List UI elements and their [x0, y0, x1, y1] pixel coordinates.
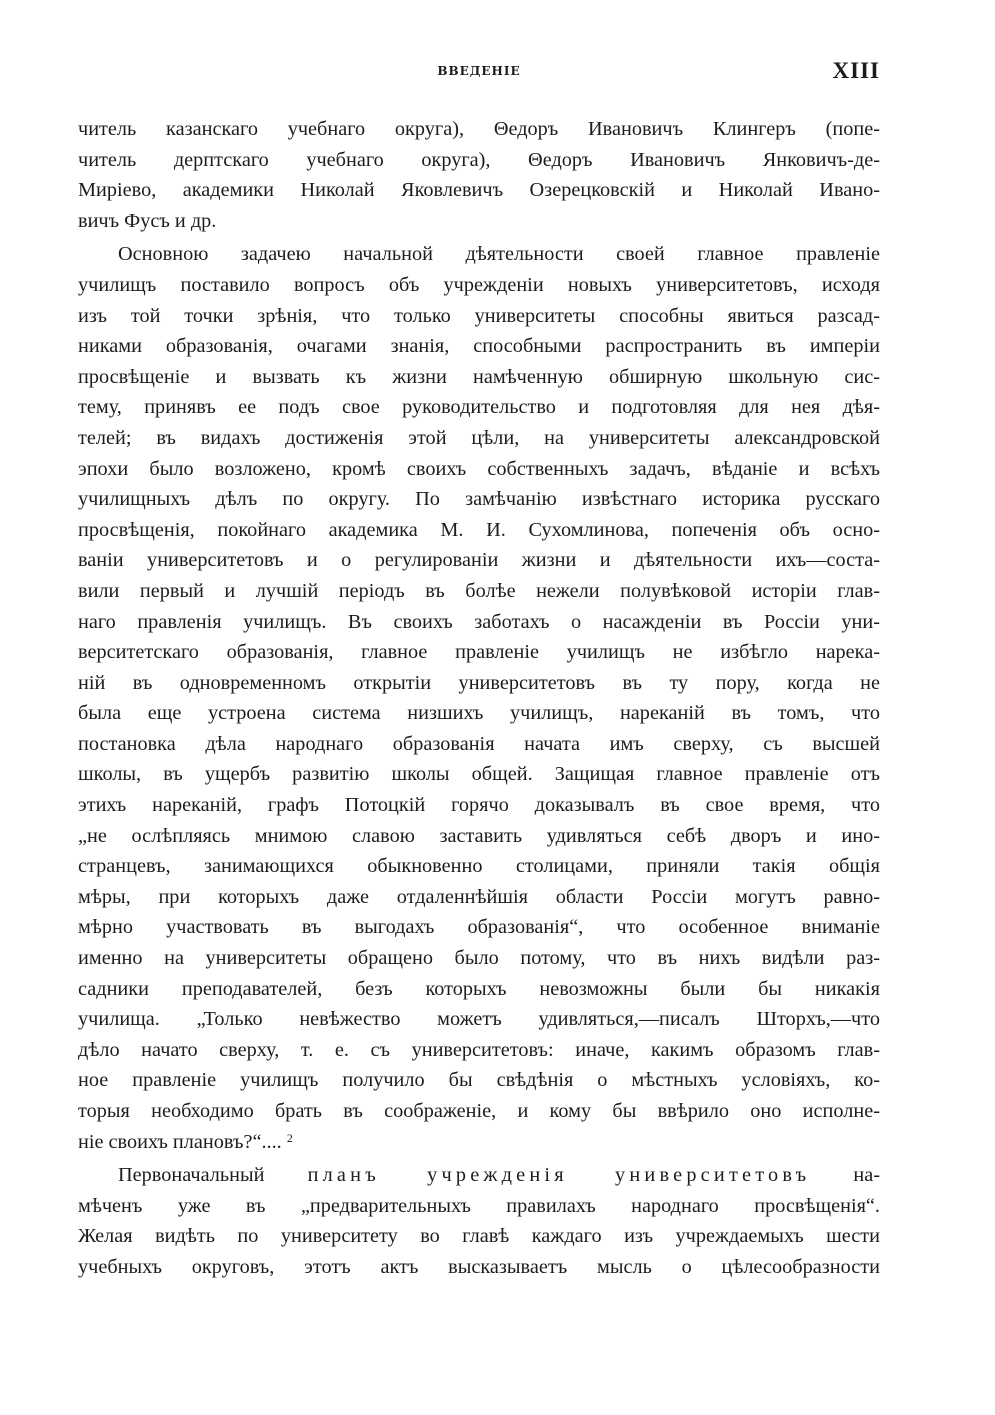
running-title: ВВЕДЕНІЕ — [437, 64, 521, 78]
text-line: эпохи было возложено, кромѣ своихъ собственныхъ задачъ, вѣданіе и всѣхъ — [78, 457, 880, 480]
text-line: мѣрно участвовать въ выгодахъ образованія“, что особенное вниманіе — [78, 916, 880, 939]
text-line: телей; въ видахъ достиженія этой цѣли, на университеты александровской — [78, 426, 880, 449]
text-line: школы, въ ущербъ развитію школы общей. Защищая главное правленіе отъ — [78, 763, 880, 786]
text-line: именно на университеты обращено было потому, что въ нихъ видѣли раз- — [78, 947, 880, 970]
page-header — [78, 58, 880, 90]
text-line: просвѣщенія, покойнаго академика М. И. Сухомлинова, попеченія объ осно- — [78, 518, 880, 541]
page-number: XIII — [832, 58, 880, 83]
paragraph-2 — [78, 239, 880, 1157]
text-line: читель казанскаго учебнаго округа), Θедоръ Ивановичъ Клингеръ (попе- — [78, 118, 880, 140]
text-line: вичъ Фусъ и др. — [78, 209, 217, 232]
text-line: просвѣщеніе и вызвать къ жизни намѣченную обширную школьную сис- — [78, 365, 880, 388]
body-text — [78, 114, 880, 1283]
footnote-marker[interactable]: 2 — [286, 1130, 293, 1145]
text-line: Желая видѣть по университету во главѣ каждаго изъ учреждаемыхъ шести — [78, 1225, 880, 1248]
text-line: изъ той точки зрѣнія, что только университеты способны явиться разсад- — [78, 304, 880, 327]
text-line-end: на- — [853, 1164, 880, 1187]
text-line: училища. „Только невѣжество можетъ удивляться,—писалъ Шторхъ,—что — [78, 1008, 880, 1031]
text-line: странцевъ, занимающихся обыкновенно столицами, приняли такія общія — [78, 855, 880, 878]
text-line: „не ослѣпляясь мнимою славою заставить удивляться себѣ дворъ и ино- — [78, 824, 880, 847]
text-line: училищъ поставило вопросъ объ учрежденіи новыхъ университетовъ, исходя — [78, 273, 880, 296]
text-line: дѣло начато сверху, т. е. съ университетовъ: иначе, какимъ образомъ глав- — [78, 1038, 880, 1061]
text-line: мѣченъ уже въ „предварительныхъ правилахъ народнаго просвѣщенія“. — [78, 1194, 880, 1217]
text-line: постановка дѣла народнаго образованія начата имъ сверху, съ высшей — [78, 732, 880, 755]
text-line: тему, принявъ ее подъ свое руководительство и подготовляя для нея дѣя- — [78, 396, 880, 419]
text-line: учебныхъ округовъ, этотъ актъ высказываетъ мысль о цѣлесообразности — [78, 1255, 880, 1278]
text-line: верситетскаго образованія, главное правленіе училищъ не избѣгло нарека- — [78, 641, 880, 664]
text-line: садники преподавателей, безъ которыхъ невозможны были бы никакія — [78, 977, 880, 1000]
text-line: ваніи университетовъ и о регулированіи жизни и дѣятельности ихъ—соста- — [78, 549, 880, 572]
text-line: наго правленія училищъ. Въ своихъ заботахъ о насажденіи въ Россіи уни- — [78, 610, 880, 633]
text-line-start: Первоначальный — [118, 1164, 265, 1187]
text-line: Миріево, академики Николай Яковлевичъ Озерецковскій и Николай Ивано- — [78, 179, 880, 202]
text-line-content: ніе своихъ плановъ?“.... — [78, 1130, 282, 1153]
paragraph-1 — [78, 114, 880, 236]
text-line: вили первый и лучшій періодъ въ болѣе нежели полувѣковой исторіи глав- — [78, 579, 880, 602]
text-line: мѣры, при которыхъ даже отдаленнѣйшія области Россіи могутъ равно- — [78, 885, 880, 908]
paragraph-3 — [78, 1160, 880, 1282]
text-line: торыя необходимо брать въ соображеніе, и кому бы ввѣрило оно исполне- — [78, 1100, 880, 1122]
text-line — [78, 1160, 880, 1191]
text-line: была еще устроена система низшихъ училищъ, нареканій въ томъ, что — [78, 702, 880, 725]
text-line: ній въ одновременномъ открытіи университетовъ въ ту пору, когда не — [78, 671, 880, 694]
text-line: ное правленіе училищъ получило бы свѣдѣнія о мѣстныхъ условіяхъ, ко- — [78, 1069, 880, 1092]
text-line: Основною задачею начальной дѣятельности своей главное правленіе — [118, 243, 880, 266]
text-line: никами образованія, очагами знанія, способными распространить въ имперіи — [78, 335, 880, 358]
text-line: училищныхъ дѣлъ по округу. По замѣчанію извѣстнаго историка русскаго — [78, 488, 880, 511]
text-line: читель дерптскаго учебнаго округа), Θедоръ Ивановичъ Янковичъ-де- — [78, 148, 880, 171]
text-line: этихъ нареканій, графъ Потоцкій горячо доказывалъ въ свое время, что — [78, 794, 880, 817]
emphasized-phrase: планъ учрежденія университетовъ — [307, 1164, 811, 1187]
text-line — [78, 1127, 880, 1158]
